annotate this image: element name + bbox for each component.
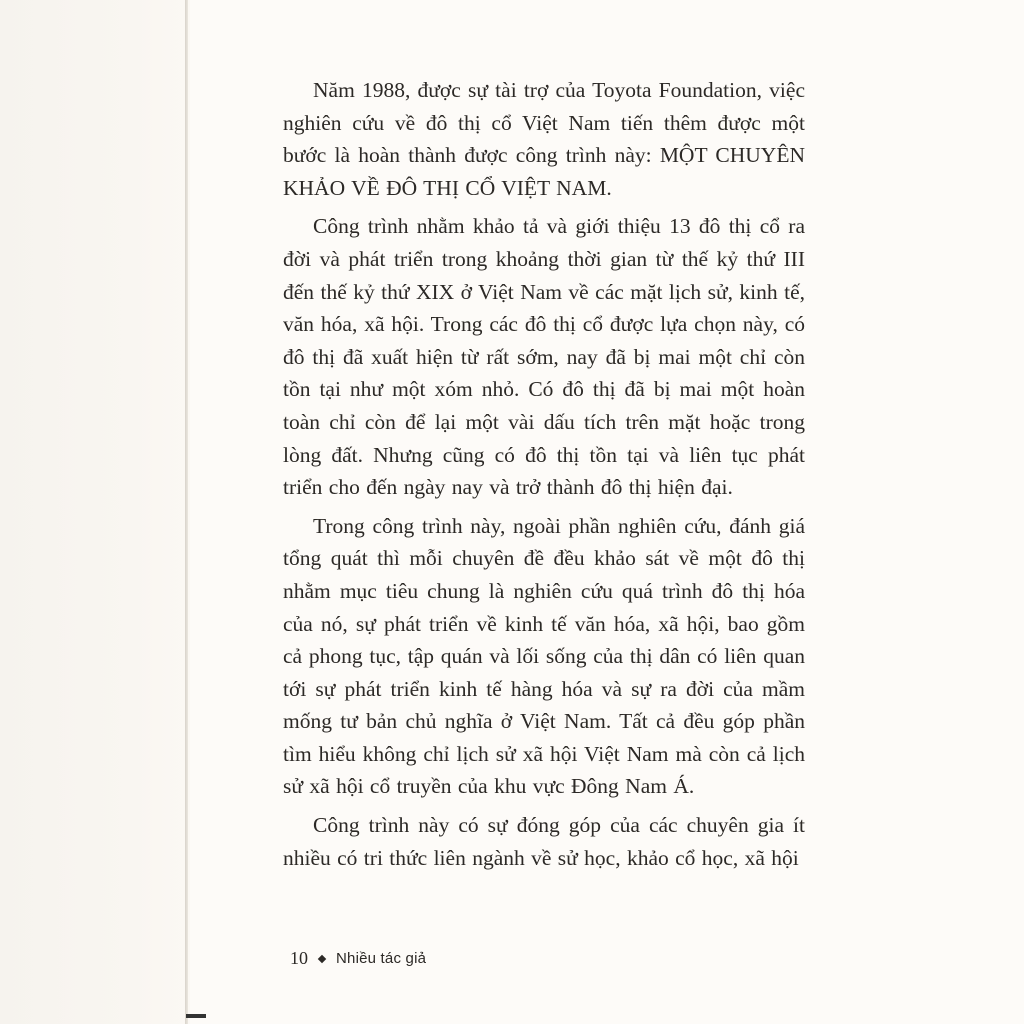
body-text xyxy=(283,74,805,880)
spine-line xyxy=(185,0,188,1024)
paragraph-2: Công trình nhằm khảo tả và giới thiệu 13 đô thị cổ ra đời và phát triển trong khoảng thời gian từ thế kỷ thứ III đến thế kỷ thứ XIX ở Việt Nam về các mặt lịch sử, kinh tế, văn hóa, xã hội. Trong các đô thị cổ được lựa chọn này, có đô thị đã xuất hiện từ rất sớm, nay đã bị mai một chỉ còn tồn tại như một xóm nhỏ. Có đô thị đã bị mai một hoàn toàn chỉ còn để lại một vài dấu tích trên mặt hoặc trong lòng đất. Nhưng cũng có đô thị tồn tại và liên tục phát triển cho đến ngày nay và trở thành đô thị hiện đại. xyxy=(283,214,805,500)
page-footer xyxy=(290,948,426,969)
spine-shadow xyxy=(0,0,190,1024)
footer-author: Nhiều tác giả xyxy=(336,950,427,967)
page-number: 10 xyxy=(290,948,308,968)
corner-mark xyxy=(186,1014,206,1018)
diamond-icon xyxy=(318,954,326,962)
paragraph-4: Công trình này có sự đóng góp của các chuyên gia ít nhiều có tri thức liên ngành về sử học, khảo cổ học, xã hội xyxy=(283,813,805,870)
paragraph-1: Năm 1988, được sự tài trợ của Toyota Foundation, việc nghiên cứu về đô thị cổ Việt Nam tiến thêm được một bước là hoàn thành được công trình này: MỘT CHUYÊN KHẢO VỀ ĐÔ THỊ CỔ VIỆT NAM. xyxy=(283,78,805,200)
paragraph-3: Trong công trình này, ngoài phần nghiên cứu, đánh giá tổng quát thì mỗi chuyên đề đều khảo sát về một đô thị nhằm mục tiêu chung là nghiên cứu quá trình đô thị hóa của nó, sự phát triển về kinh tế văn hóa, xã hội, bao gồm cả phong tục, tập quán và lối sống của thị dân có liên quan tới sự phát triển kinh tế hàng hóa và sự ra đời của mầm mống tư bản chủ nghĩa ở Việt Nam. Tất cả đều góp phần tìm hiểu không chỉ lịch sử xã hội Việt Nam mà còn cả lịch sử xã hội cổ truyền của khu vực Đông Nam Á. xyxy=(283,513,805,799)
